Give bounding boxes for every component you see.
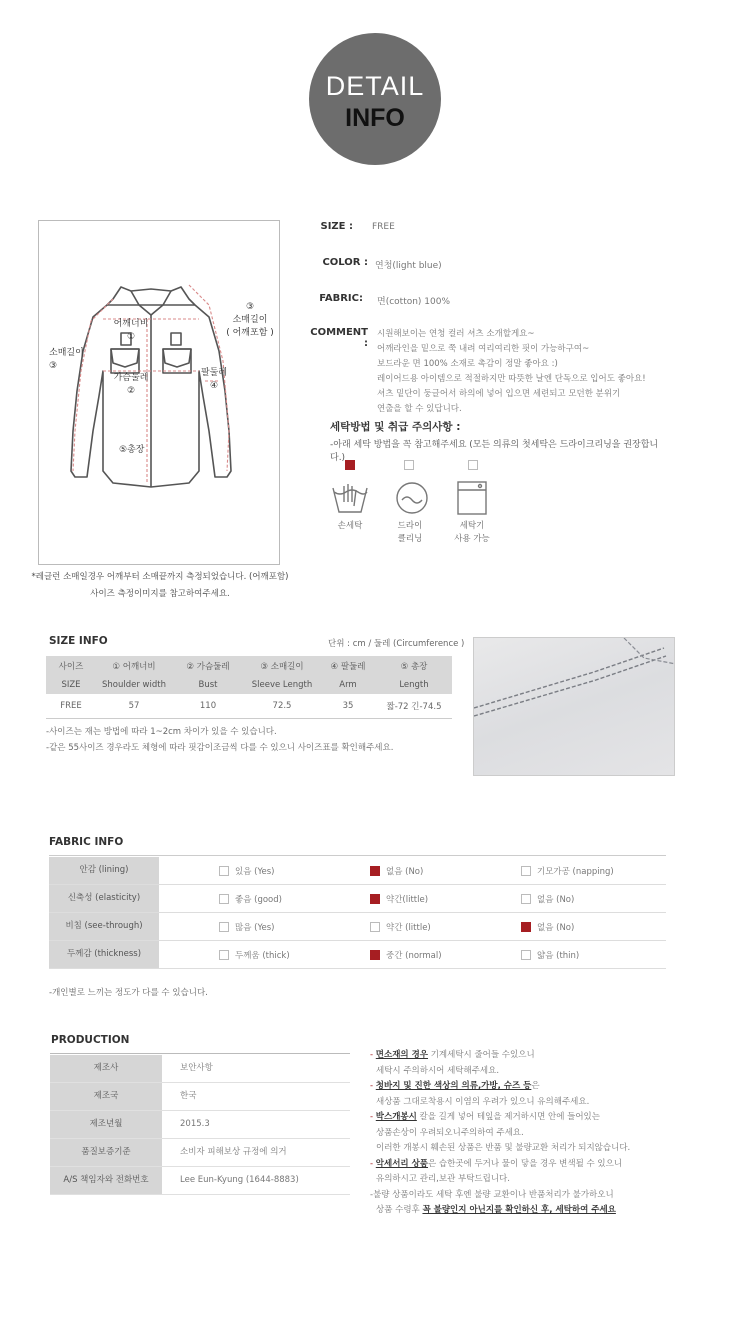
production-row bbox=[50, 1111, 350, 1139]
size-value: FREE bbox=[372, 222, 395, 232]
badge-line2: INFO bbox=[345, 104, 405, 132]
wash-note-em: 박스개봉시 bbox=[375, 1112, 417, 1122]
production-value: 소비자 피해보상 규정에 의거 bbox=[180, 1147, 287, 1157]
fabric-check bbox=[219, 894, 229, 904]
production-label: 제조국 bbox=[50, 1083, 162, 1110]
care-label-hand-l1: 손세탁 bbox=[337, 521, 363, 531]
wash-note-line: 유의하시고 관리,보관 부탁드립니다. bbox=[376, 1174, 510, 1184]
size-th: ② 가슴둘레 bbox=[172, 656, 244, 675]
dry-clean-check bbox=[404, 460, 414, 470]
size-measurement-sketch bbox=[38, 220, 280, 565]
detail-info-badge bbox=[309, 33, 441, 165]
care-label-machine-l1: 세탁기 bbox=[459, 521, 485, 531]
chest-label: 가슴둘레 bbox=[113, 373, 149, 383]
production-row bbox=[50, 1055, 350, 1083]
fabric-option: 없음 (No) bbox=[537, 895, 575, 905]
fabric-row-lining bbox=[49, 857, 666, 885]
dry-clean-icon bbox=[392, 478, 432, 518]
fabric-option: 약간 (little) bbox=[386, 923, 431, 933]
wash-note-rest: 칼을 길게 넣어 테잎을 제거하시면 안에 들어있는 bbox=[416, 1112, 600, 1122]
care-label-dry-l2: 클리닝 bbox=[397, 534, 423, 544]
badge-line1: DETAIL bbox=[325, 71, 425, 101]
production-label: A/S 책임자와 전화번호 bbox=[50, 1167, 162, 1194]
washing-machine-icon bbox=[452, 478, 492, 518]
fabric-value: 면(cotton) 100% bbox=[377, 297, 451, 307]
size-info-title: SIZE INFO bbox=[49, 635, 108, 647]
size-note-2: -같은 55사이즈 경우라도 체형에 따라 핏감이조금씩 다를 수 있으니 사이즈표를 확인해주세요. bbox=[46, 743, 394, 753]
fabric-option: 약간(little) bbox=[386, 895, 429, 905]
production-value: 2015.3 bbox=[180, 1119, 210, 1129]
care-label-machine-l2: 사용 가능 bbox=[454, 534, 490, 544]
fabric-seam-icon bbox=[474, 638, 675, 776]
shoulder-label: 어깨너비 bbox=[113, 319, 149, 329]
comment-line: 보드라운 면 100% 소재로 촉감이 정말 좋아요 :) bbox=[377, 359, 558, 369]
size-th: ③ 소매길이 bbox=[244, 656, 320, 675]
fabric-check bbox=[521, 894, 531, 904]
fabric-option: 얇음 (thin) bbox=[537, 951, 580, 961]
size-table-row bbox=[46, 694, 452, 718]
fabric-option: 기모가공 (napping) bbox=[537, 867, 614, 877]
wash-note-em: 청바지 및 진한 색상의 의류,가방, 슈즈 등 bbox=[375, 1081, 532, 1091]
size-info-unit: 단위 : cm / 둘레 (Circumference ) bbox=[328, 639, 465, 649]
fabric-check bbox=[521, 950, 531, 960]
length-label: ⑤총장 bbox=[119, 445, 145, 455]
shirt-sketch-icon bbox=[39, 221, 281, 566]
care-label-hand bbox=[320, 520, 380, 533]
care-subtitle: -아래 세탁 방법을 꼭 참고해주세요 (모든 의류의 첫세탁은 드라이크리닝을 권장합니다.) bbox=[330, 440, 659, 463]
size-th: Shoulder width bbox=[96, 675, 172, 694]
production-title: PRODUCTION bbox=[51, 1034, 130, 1046]
wash-note-line bbox=[370, 1203, 700, 1219]
arm-label: 팔둘레 bbox=[200, 368, 228, 378]
size-table-header-ko bbox=[46, 656, 452, 675]
size-td: 35 bbox=[342, 700, 354, 711]
chest-num: ② bbox=[126, 386, 136, 396]
production-value: 보안사항 bbox=[180, 1063, 213, 1073]
wash-note-line: -불량 상품이라도 세탁 후엔 불량 교환이나 반품처리가 불가하오니 bbox=[370, 1189, 614, 1200]
size-td: FREE bbox=[60, 700, 82, 711]
fabric-info-title: FABRIC INFO bbox=[49, 836, 124, 848]
size-th: SIZE bbox=[46, 675, 96, 694]
wash-note-rest: 은 습한곳에 두거나 물이 닿을 경우 변색될 수 있으니 bbox=[428, 1158, 623, 1169]
color-value: 연청(light blue) bbox=[375, 261, 442, 271]
comment-line: 시원해보이는 연청 컬러 셔츠 소개할게요~ bbox=[377, 329, 535, 339]
fabric-option: 좋음 (good) bbox=[235, 895, 282, 905]
size-th: ④ 팔둘레 bbox=[320, 656, 376, 675]
fabric-option: 없음 (No) bbox=[386, 867, 424, 877]
wash-note-line: 세탁시 주의하시어 세탁해주세요. bbox=[376, 1065, 500, 1076]
production-row bbox=[50, 1139, 350, 1167]
wash-note-em: 꼭 불량인지 아닌지를 확인하신 후, 세탁하여 주세요 bbox=[422, 1205, 616, 1215]
size-th: ① 어깨너비 bbox=[96, 656, 172, 675]
sleeve-right-note: ( 어깨포함 ) bbox=[226, 328, 274, 338]
wash-note-line: 새상품 그대로착용시 이염의 우려가 있으니 유의해주세요. bbox=[376, 1096, 590, 1107]
wash-note-em: 악세서리 상품 bbox=[375, 1158, 429, 1169]
wash-note-line: 이러한 개봉시 훼손된 상품은 반품 및 불량교환 처리가 되지않습니다. bbox=[376, 1143, 631, 1153]
color-label: COLOR : bbox=[322, 257, 368, 268]
size-th: Sleeve Length bbox=[244, 675, 320, 694]
wash-note-rest: 기계세탁시 줄어들 수있으니 bbox=[428, 1050, 535, 1060]
wash-notes bbox=[370, 1048, 700, 1219]
hand-wash-icon bbox=[330, 478, 370, 518]
comment-text bbox=[377, 327, 667, 417]
fabric-check bbox=[370, 894, 380, 904]
sleeve-right-num: ③ bbox=[245, 302, 255, 312]
comment-line: 셔츠 밑단이 둥글어서 하의에 넣어 입으면 세련되고 모던한 분위기 bbox=[377, 389, 621, 399]
wash-note-rest: 은 bbox=[531, 1081, 540, 1091]
wash-note-line: - 청바지 및 진한 색상의 의류,가방, 슈즈 등은 bbox=[370, 1081, 540, 1091]
care-label-machine bbox=[442, 520, 502, 546]
size-th: ⑤ 총장 bbox=[376, 656, 452, 675]
fabric-check bbox=[219, 866, 229, 876]
fabric-check bbox=[219, 950, 229, 960]
fabric-option: 없음 (No) bbox=[537, 923, 575, 933]
production-label: 제조년월 bbox=[50, 1111, 162, 1138]
fabric-label: FABRIC: bbox=[319, 293, 363, 304]
fabric-row-label: 두께감 (thickness) bbox=[49, 941, 159, 968]
size-td: 72.5 bbox=[272, 700, 292, 711]
production-label: 품질보증기준 bbox=[50, 1139, 162, 1166]
fabric-check bbox=[521, 922, 531, 932]
production-value: Lee Eun-Kyung (1644-8883) bbox=[180, 1175, 299, 1185]
sleeve-right-label: 소매길이 bbox=[232, 315, 268, 325]
production-label: 제조사 bbox=[50, 1055, 162, 1082]
sketch-note-1: *레글런 소매일경우 어깨부터 소매끝까지 측정되었습니다. (어깨포함) bbox=[31, 572, 289, 582]
size-note-1: -사이즈는 재는 방법에 따라 1~2cm 차이가 있을 수 있습니다. bbox=[46, 727, 277, 737]
size-th: 사이즈 bbox=[46, 656, 96, 675]
size-table bbox=[46, 656, 452, 719]
size-table-header-en bbox=[46, 675, 452, 694]
fabric-closeup-photo bbox=[473, 637, 675, 776]
size-th: Bust bbox=[172, 675, 244, 694]
comment-label: COMMENT : bbox=[310, 327, 368, 349]
size-td: 짧-72 긴-74.5 bbox=[386, 701, 442, 712]
size-td: 110 bbox=[199, 700, 217, 711]
fabric-check bbox=[370, 922, 380, 932]
wash-note-line: - 면소재의 경우 기계세탁시 줄어들 수있으니 bbox=[370, 1050, 535, 1060]
sleeve-left-num: ③ bbox=[49, 361, 58, 371]
size-th: Length bbox=[376, 675, 452, 694]
fabric-row-label: 신축성 (elasticity) bbox=[49, 885, 159, 912]
fabric-row-elasticity bbox=[49, 885, 666, 913]
comment-line: 레이어드용 아이템으로 적절하지만 따뜻한 날엔 단독으로 입어도 좋아요! bbox=[377, 374, 646, 384]
fabric-check bbox=[370, 866, 380, 876]
fabric-note: -개인별로 느끼는 정도가 다를 수 있습니다. bbox=[49, 988, 208, 998]
wash-note-em: 면소재의 경우 bbox=[375, 1050, 429, 1060]
production-value: 한국 bbox=[180, 1091, 197, 1101]
machine-wash-check bbox=[468, 460, 478, 470]
care-label-dry-l1: 드라이 bbox=[397, 521, 423, 531]
size-td: 57 bbox=[128, 700, 140, 711]
wash-note-line: 상품손상이 우려되오니주의하여 주세요. bbox=[376, 1127, 524, 1138]
fabric-option: 두께움 (thick) bbox=[235, 951, 290, 961]
comment-line: 어깨라인을 밑으로 쭉 내려 여리여리한 핏이 가능하구여~ bbox=[377, 344, 590, 354]
fabric-option: 중간 (normal) bbox=[386, 951, 442, 961]
production-row bbox=[50, 1083, 350, 1111]
sketch-note-2: 사이즈 측정이미지를 참고하여주세요. bbox=[90, 589, 230, 599]
size-label: SIZE : bbox=[320, 221, 353, 232]
fabric-row-see-through bbox=[49, 913, 666, 941]
fabric-check bbox=[370, 950, 380, 960]
wash-note-line: - 악세서리 상품은 습한곳에 두거나 물이 닿을 경우 변색될 수 있으니 bbox=[370, 1158, 623, 1169]
sleeve-left-label: 소매길이 bbox=[49, 348, 84, 358]
wash-note-line: - 박스개봉시 칼을 길게 넣어 테잎을 제거하시면 안에 들어있는 bbox=[370, 1112, 600, 1122]
shoulder-num: ① bbox=[126, 332, 136, 342]
comment-line: 연출을 할 수 있답니다. bbox=[377, 404, 462, 414]
fabric-option: 많음 (Yes) bbox=[235, 923, 275, 933]
care-title: 세탁방법 및 취급 주의사항 : bbox=[330, 421, 461, 433]
fabric-check bbox=[521, 866, 531, 876]
hand-wash-check bbox=[345, 460, 355, 470]
fabric-row-thickness bbox=[49, 941, 666, 969]
size-th: Arm bbox=[320, 675, 376, 694]
fabric-row-label: 안감 (lining) bbox=[49, 857, 159, 884]
wash-note-rest: 상품 수령후 bbox=[376, 1205, 423, 1215]
arm-num: ④ bbox=[209, 381, 219, 391]
fabric-check bbox=[219, 922, 229, 932]
care-label-dry bbox=[380, 520, 440, 546]
fabric-row-label: 비침 (see-through) bbox=[49, 913, 159, 940]
fabric-option: 있음 (Yes) bbox=[235, 867, 275, 877]
production-row bbox=[50, 1167, 350, 1195]
